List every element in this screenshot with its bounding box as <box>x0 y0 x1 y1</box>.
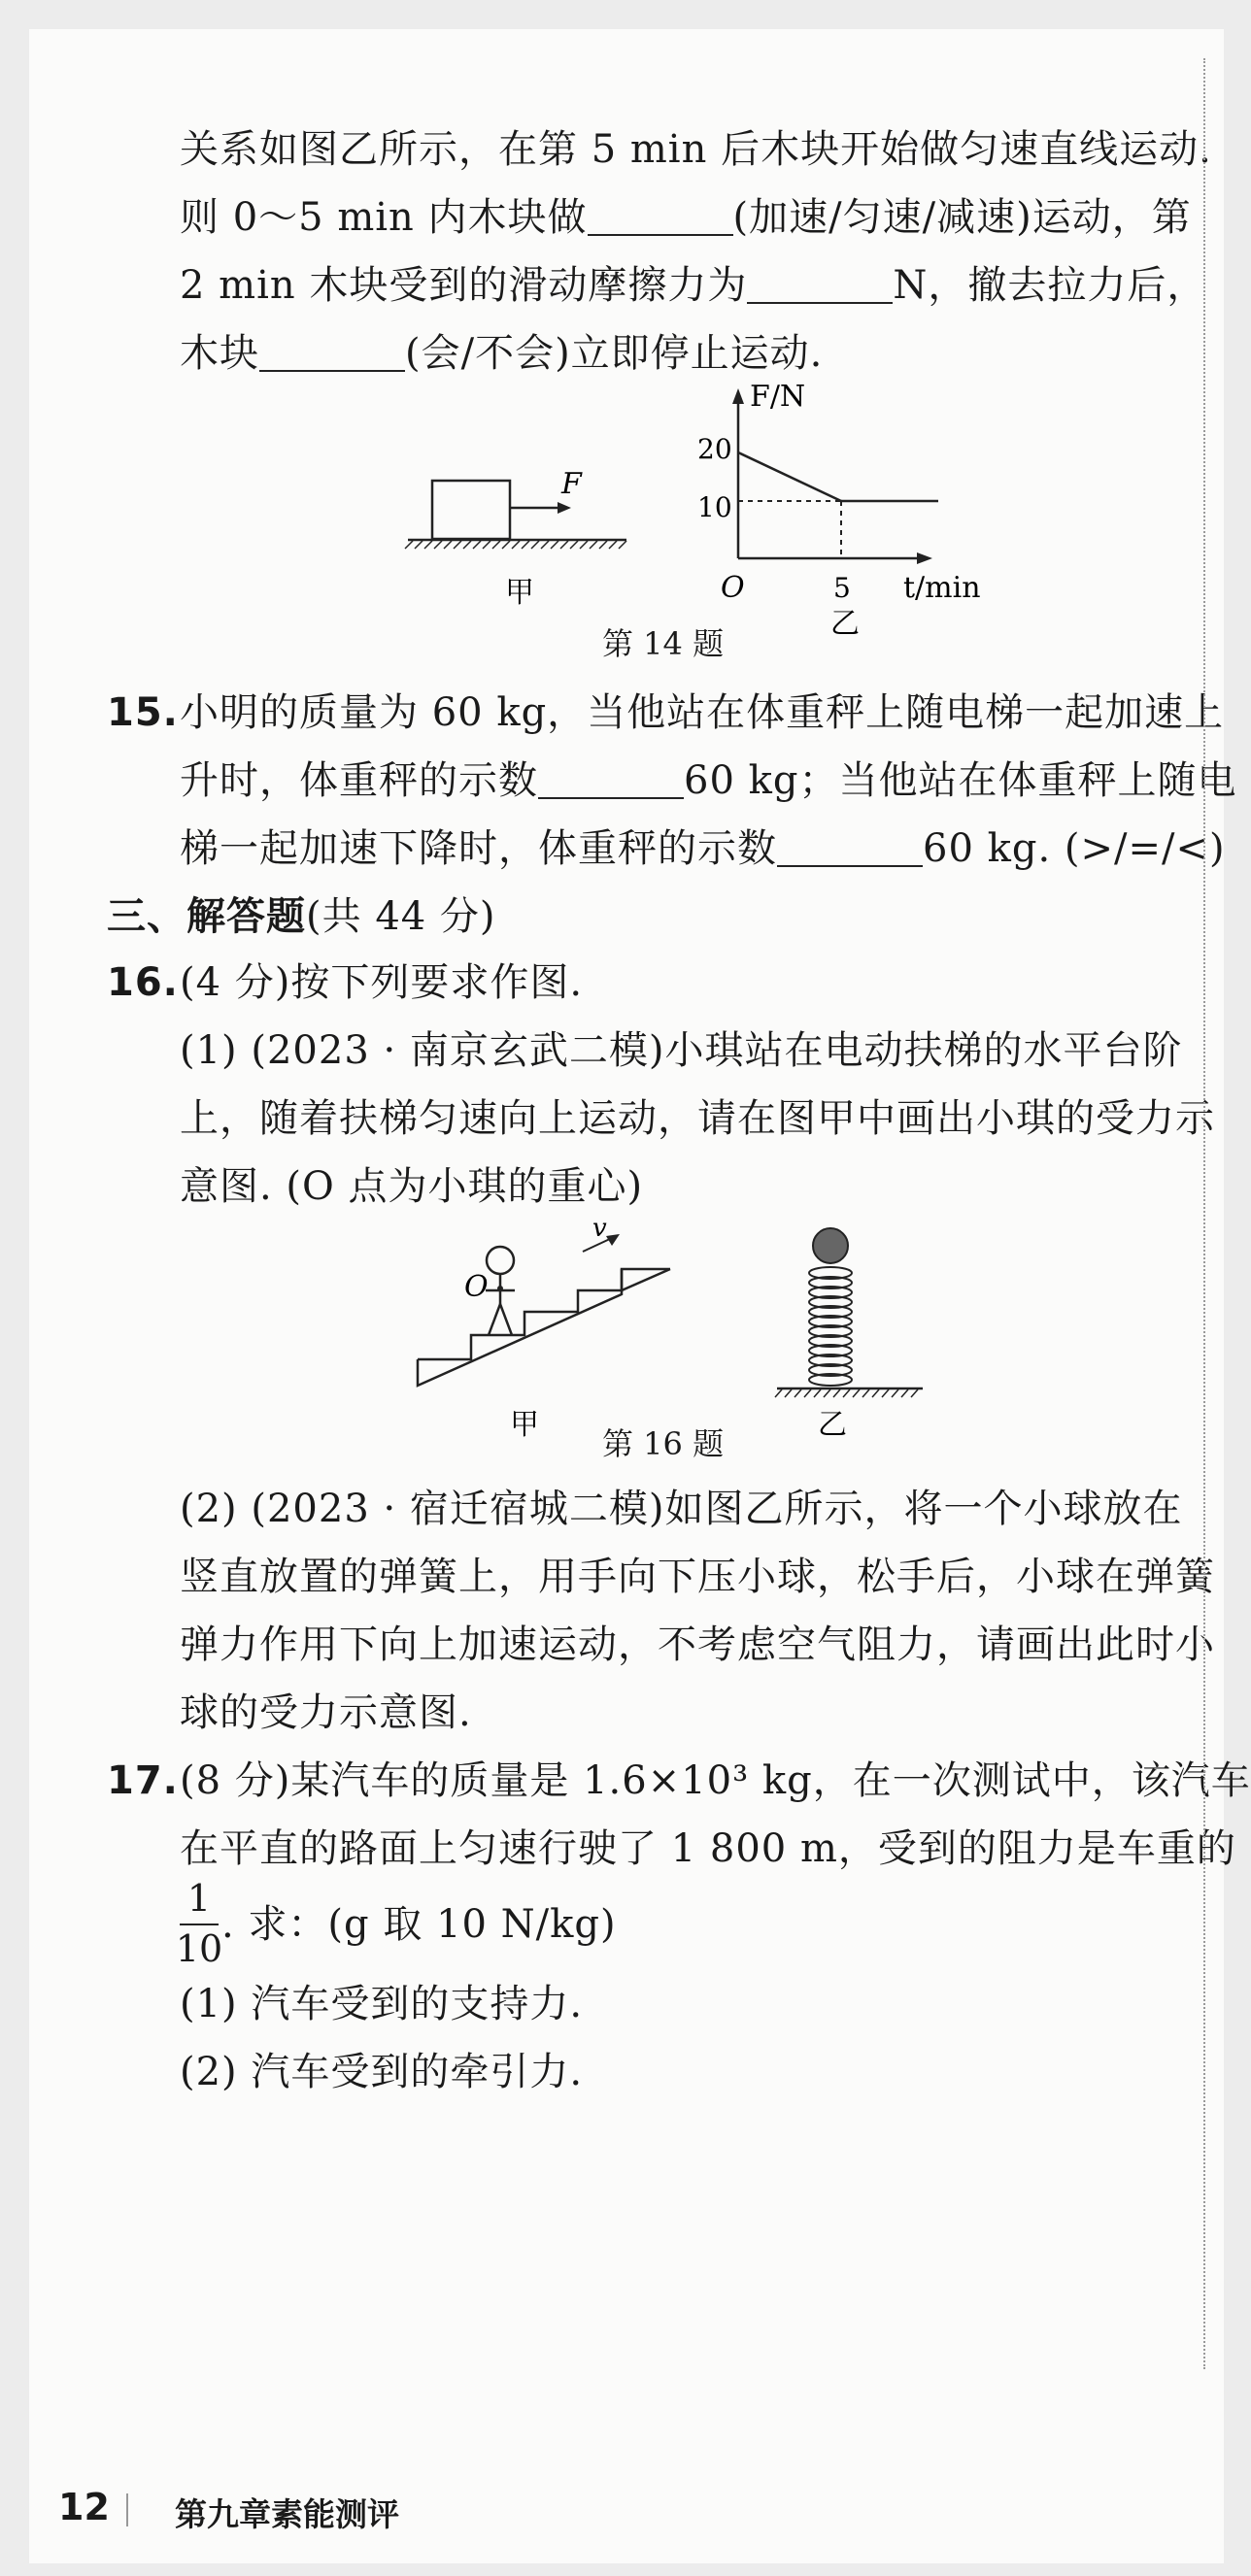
figure-label-yi: 乙 <box>818 1408 847 1442</box>
q14-line4: 木块 (会/不会)立即停止运动. <box>180 331 824 376</box>
answer-blank[interactable] <box>777 826 923 867</box>
spring-ball-diagram <box>775 1228 923 1442</box>
q15-line2: 升时，体重秤的示数 60 kg；当他站在体重秤上随电 <box>180 758 1237 803</box>
answer-blank[interactable] <box>538 758 684 799</box>
q16-p1-line2: 上，随着扶梯匀速向上运动，请在图甲中画出小琪的受力示 <box>180 1096 1215 1141</box>
tick-5: 5 <box>833 572 851 604</box>
fraction-bar <box>180 1924 219 1925</box>
question-number-15: 15. <box>107 690 179 735</box>
figure-label-jia: 甲 <box>510 1408 539 1442</box>
person-leg-right <box>500 1304 512 1335</box>
answer-blank[interactable] <box>588 195 733 236</box>
velocity-label: v <box>592 1214 607 1243</box>
q14-line1: 关系如图乙所示，在第 5 min 后木块开始做匀速直线运动. <box>180 127 1212 172</box>
q16-line1: (4 分)按下列要求作图. <box>180 960 584 1005</box>
question-number-16: 16. <box>107 960 179 1005</box>
q17-line2: 在平直的路面上匀速行驶了 1 800 m，受到的阻力是车重的 <box>180 1826 1236 1871</box>
ground-hatch <box>405 541 626 549</box>
escalator-slope <box>418 1269 622 1386</box>
center-of-gravity-dot <box>497 1286 503 1291</box>
figure-14 <box>359 359 1039 641</box>
force-label: F <box>561 467 582 501</box>
y-axis-label: F/N <box>750 380 806 414</box>
q17-sub2: (2) 汽车受到的牵引力. <box>180 2050 584 2094</box>
figure-label-yi: 乙 <box>830 607 860 641</box>
origin-label: O <box>721 571 745 605</box>
fraction-numerator: 1 <box>186 1877 212 1920</box>
footer-divider <box>126 2493 128 2526</box>
q16-p2-line3: 弹力作用下向上加速运动，不考虑空气阻力，请画出此时小 <box>180 1623 1215 1667</box>
q16-p2-line4: 球的受力示意图. <box>180 1690 472 1735</box>
tick-10: 10 <box>697 491 732 523</box>
q17-line1: (8 分)某汽车的质量是 1.6×10³ kg，在一次测试中，该汽车 <box>180 1758 1251 1803</box>
decreasing-segment <box>738 452 841 501</box>
figure-16 <box>379 1214 981 1442</box>
q14-line3: 2 min 木块受到的滑动摩擦力为 N，撤去拉力后， <box>180 263 1207 308</box>
answer-blank[interactable] <box>747 263 893 304</box>
spring <box>809 1267 852 1386</box>
q16-p1-line3: 意图. (O 点为小琪的重心) <box>180 1164 644 1209</box>
block-diagram <box>405 467 626 610</box>
q17-sub1: (1) 汽车受到的支持力. <box>180 1982 584 2026</box>
q15-line3: 梯一起加速下降时，体重秤的示数 60 kg. (>/=/<) <box>180 826 1226 871</box>
escalator-diagram <box>418 1214 670 1442</box>
x-axis-arrow <box>917 552 932 564</box>
figure-caption-14: 第 14 题 <box>602 625 725 662</box>
q14-line2: 则 0～5 min 内木块做 (加速/匀速/减速)运动，第 <box>180 195 1192 240</box>
wooden-block <box>432 481 510 539</box>
force-time-graph <box>697 380 981 641</box>
q16-p2-line2: 竖直放置的弹簧上，用手向下压小球，松手后，小球在弹簧 <box>180 1555 1215 1599</box>
figure-caption-16: 第 16 题 <box>602 1425 725 1462</box>
q16-p1-line1: (1) (2023 · 南京玄武二模)小琪站在电动扶梯的水平台阶 <box>180 1028 1183 1073</box>
escalator-steps <box>418 1269 670 1359</box>
floor-hatch <box>775 1389 918 1397</box>
tick-20: 20 <box>697 433 732 465</box>
section-title: 三、解答题(共 44 分) <box>107 893 496 939</box>
person-head <box>487 1247 514 1274</box>
x-axis-label: t/min <box>903 571 981 605</box>
ball <box>813 1228 848 1263</box>
question-number-17: 17. <box>107 1758 179 1803</box>
q15-line1: 小明的质量为 60 kg，当他站在体重秤上随电梯一起加速上 <box>180 690 1225 735</box>
figure-label-jia: 甲 <box>505 576 534 610</box>
page <box>29 29 1251 2563</box>
center-of-gravity-label: O <box>464 1270 489 1304</box>
q17-line3: . 求：(g 取 10 N/kg) <box>221 1902 617 1947</box>
chapter-title: 第九章素能测评 <box>175 2495 399 2533</box>
binding-margin-line <box>1203 58 1205 2369</box>
y-axis-arrow <box>732 388 744 404</box>
fraction-denominator: 10 <box>175 1927 223 1970</box>
person-leg-left <box>489 1304 500 1335</box>
page-number: 12 <box>58 2486 110 2528</box>
force-arrowhead <box>558 502 571 514</box>
q16-p2-line1: (2) (2023 · 宿迁宿城二模)如图乙所示，将一个小球放在 <box>180 1487 1183 1531</box>
